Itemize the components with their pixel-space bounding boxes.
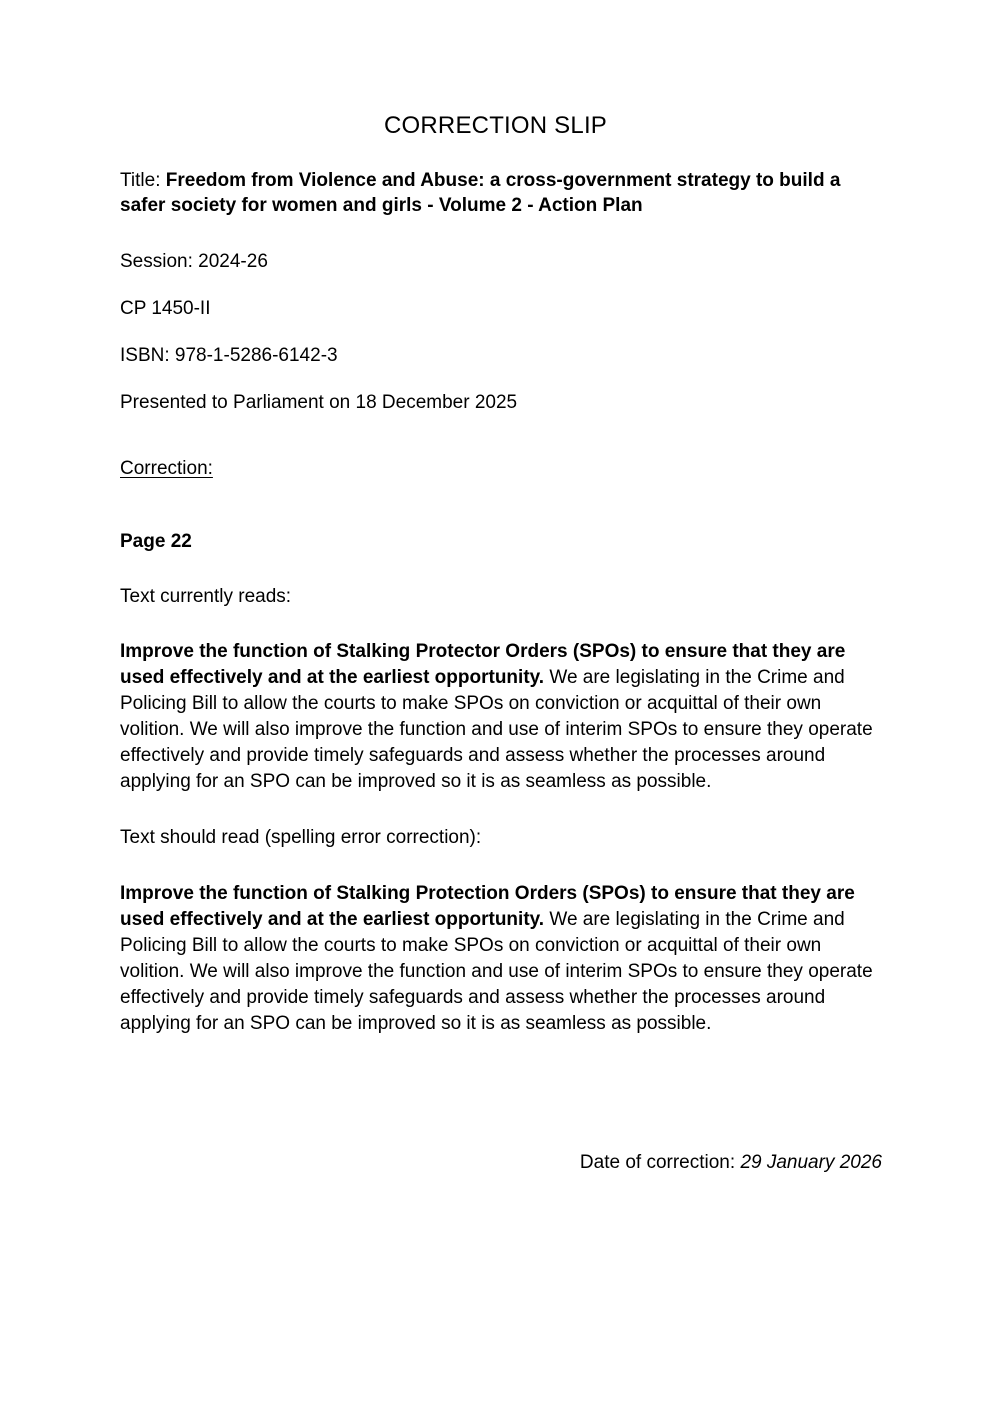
after-text-bold-lead: Improve the function of Stalking Protection Orders (SPOs) to ensure that they are used effectively and at the earliest opportunity. [120, 882, 855, 930]
publication-title-value: Freedom from Violence and Abuse: a cross-government strategy to build a safer society for women and girls - Volume 2 - Action Plan [120, 170, 841, 217]
spacer [120, 368, 882, 390]
before-text-intro: Text currently reads: [120, 586, 292, 608]
date-of-correction-value: 29 January 2026 [740, 1152, 882, 1173]
page-title: CORRECTION SLIP [383, 112, 608, 139]
page-reference-heading: Page 22 [120, 530, 192, 552]
document-body [120, 168, 882, 1037]
date-of-correction [120, 1150, 882, 1175]
spacer [120, 609, 882, 639]
spacer [120, 481, 882, 529]
spacer [120, 219, 882, 249]
spacer [120, 321, 882, 343]
spacer [120, 554, 882, 584]
publication-title-line [120, 168, 882, 219]
before-text-body: We are legislating in the Crime and Policing Bill to allow the courts to make SPOs on conviction or acquittal of their own volition. We will also improve the function and use of interim SPOs to ensure they operate effectively and provide timely safeguards and assess whether the processes around applying for an SPO can be improved so it is as seamless as possible. [120, 667, 873, 793]
publication-title-label: Title: [120, 170, 161, 191]
cp-number-line: CP 1450-II [120, 297, 211, 319]
correction-section-label: Correction: [120, 457, 213, 479]
before-text-paragraph [120, 639, 882, 795]
presented-line: Presented to Parliament on 18 December 2025 [120, 392, 518, 414]
after-text-intro: Text should read (spelling error correction): [120, 827, 482, 849]
date-of-correction-label: Date of correction: [579, 1152, 736, 1173]
after-text-paragraph [120, 881, 882, 1037]
session-line: Session: 2024-26 [120, 250, 268, 272]
isbn-line: ISBN: 978-1-5286-6142-3 [120, 345, 338, 367]
spacer [120, 274, 882, 296]
spacer [120, 795, 882, 825]
spacer [120, 851, 882, 881]
after-text-body: We are legislating in the Crime and Policing Bill to allow the courts to make SPOs on conviction or acquittal of their own volition. We will also improve the function and use of interim SPOs to ensure they operate effectively and provide timely safeguards and assess whether the processes around applying for an SPO can be improved so it is as seamless as possible. [120, 908, 873, 1034]
spacer [120, 416, 882, 456]
before-text-bold-lead: Improve the function of Stalking Protector Orders (SPOs) to ensure that they are used effectively and at the earliest opportunity. [120, 641, 846, 689]
